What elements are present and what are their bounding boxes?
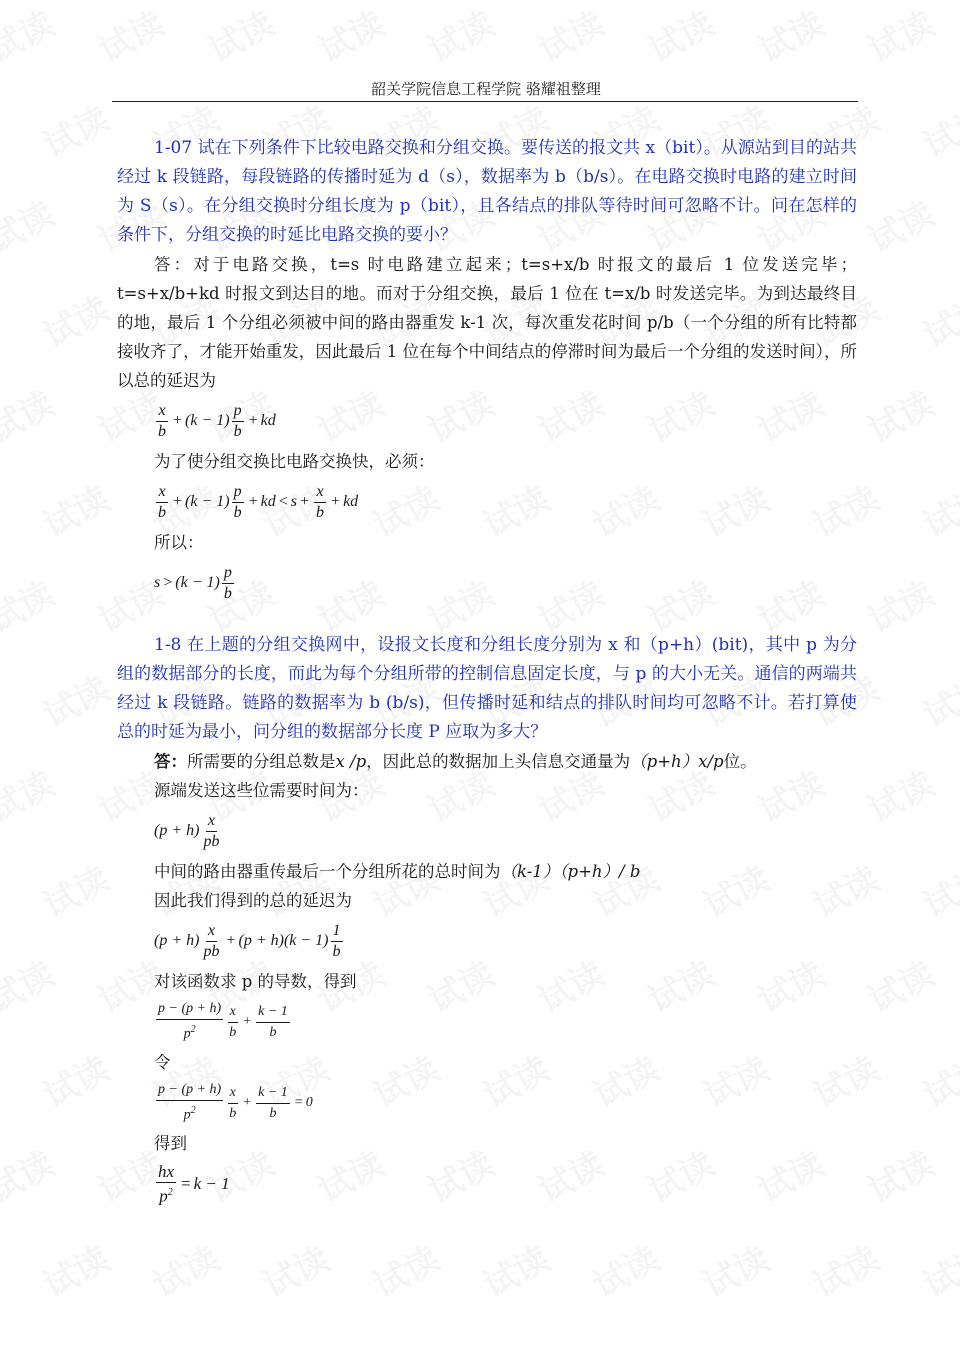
watermark-text (583, 1232, 666, 1307)
watermark-text (253, 1232, 336, 1307)
watermark-text (33, 92, 116, 167)
retransmit-text: 中间的路由器重传最后一个分组所花的总时间为（k-1）（p+h）/ b (154, 862, 641, 881)
watermark-text (198, 0, 281, 72)
watermark-text (693, 1232, 776, 1307)
question-1-07: 1-07 试在下列条件下比较电路交换和分组交换。要传送的报文共 x（bit）。从源站到目的站共经过 k 段链路，每段链路的传播时延为 d（s），数据率为 b（b/s）。在电路交换时电路的建立时间为 S（s）。在分组交换时分组长度为 p（bit），且各结点的排队等待时间可忽略不计。问在怎样的条件下，分组交换的时延比电路交换的要小？ (117, 138, 857, 245)
watermark-text (858, 947, 941, 1022)
question-1-8: 1-8 在上题的分组交换网中，设报文长度和分组长度分别为 x 和（p+h）(bit)，其中 p 为分组的数据部分的长度，而此为每个分组所带的控制信息固定长度，与 p 的大小无关。通信的两端共经过 k 段链路。链路的数据率为 b (b/s)，但传播时延和结点的排队时间均可忽略不计。若打算使总的时延为最小，问分组的数据部分长度 P 应取为多大？ (117, 635, 857, 742)
frac-x-b: $\frac{x}{b}$ (158, 401, 166, 440)
watermark-text (33, 852, 116, 927)
watermark-text (858, 567, 941, 642)
formula-total-delay: (p + h) $\frac{x}{pb}$ + (p + h)(k − 1) $\frac{1}{b}$ (154, 921, 341, 960)
frac-p-b: $\frac{p}{b}$ (233, 401, 242, 440)
watermark-text (913, 1042, 960, 1117)
watermark-text (33, 1232, 116, 1307)
therefore-text: 所以： (154, 533, 204, 552)
watermark-text (913, 662, 960, 737)
total-delay-text: 因此我们得到的总的延迟为 (154, 891, 352, 910)
watermark-text (0, 947, 61, 1022)
watermark-text (858, 377, 941, 452)
watermark-text (913, 1232, 960, 1307)
watermark-text (528, 0, 611, 72)
formula-packet-delay: $\frac{x}{b}$ + (k − 1) $\frac{p}{b}$ + kd (158, 401, 276, 440)
watermark-text (473, 1232, 556, 1307)
watermark-text (143, 1232, 226, 1307)
watermark-text (858, 0, 941, 72)
answer-1-8: 答：所需要的分组总数是x /p，因此总的数据加上头信息交通量为（p+h）x/p位。 (154, 752, 757, 771)
watermark-text (858, 757, 941, 832)
formula-derivative: $\frac{p - (p + h)}{p^2}$ $\frac{x}{b}$ + $\frac{k - 1}{b}$ (158, 1001, 288, 1042)
watermark-text (913, 472, 960, 547)
watermark-text (308, 0, 391, 72)
watermark-text (913, 282, 960, 357)
watermark-text (0, 757, 61, 832)
formula-result-s: s > (k − 1) $\frac{p}{b}$ (154, 563, 232, 602)
watermark-text (803, 1232, 886, 1307)
watermark-text (33, 1042, 116, 1117)
condition-text: 为了使分组交换比电路交换快，必须： (154, 452, 435, 471)
formula-send-time: (p + h) $\frac{x}{pb}$ (154, 811, 220, 850)
header-rule (112, 101, 858, 102)
watermark-text (913, 92, 960, 167)
watermark-text (0, 1137, 61, 1212)
watermark-text (0, 567, 61, 642)
obtain-text: 得到 (154, 1134, 187, 1153)
page-header: 韶关学院信息工程学院 骆耀祖整理 (371, 80, 601, 98)
watermark-text (33, 282, 116, 357)
send-time-text: 源端发送这些位需要时间为： (154, 781, 369, 800)
watermark-text (88, 0, 171, 72)
watermark-text (363, 1232, 446, 1307)
watermark-text (0, 0, 61, 72)
watermark-text (638, 0, 721, 72)
answer-1-07: 答：对于电路交换，t=s 时电路建立起来；t=s+x/b 时报文的最后 1 位发送完毕；t=s+x/b+kd 时报文到达目的地。而对于分组交换，最后 1 位在 t=x/b 时发送完毕。为到达最终目的地，最后 1 个分组必须被中间的路由器重发 k-1 次，每次重发花时间 p/b（一个分组的所有比特都接收齐了，才能开始重发，因此最后 1 位在每个中间结点的停滞时间为最后一个分组的发送时间），所以总的延迟为 (117, 255, 857, 390)
formula-final: $\frac{hx}{p^2}$ = k − 1 (158, 1161, 230, 1206)
watermark-text (0, 187, 61, 262)
formula-derivative-zero: $\frac{p - (p + h)}{p^2}$ $\frac{x}{b}$ + $\frac{k - 1}{b}$ = 0 (158, 1082, 313, 1123)
derivative-text: 对该函数求 p 的导数，得到 (154, 972, 357, 991)
watermark-text (0, 377, 61, 452)
watermark-text (748, 0, 831, 72)
let-text: 令 (154, 1053, 171, 1072)
watermark-text (913, 852, 960, 927)
watermark-text (858, 1137, 941, 1212)
document-body (117, 134, 857, 1210)
formula-inequality: $\frac{x}{b}$ + (k − 1) $\frac{p}{b}$ + kd < s + $\frac{x}{b}$ + kd (158, 482, 359, 521)
watermark-text (858, 187, 941, 262)
watermark-text (33, 472, 116, 547)
watermark-text (33, 662, 116, 737)
watermark-text (418, 0, 501, 72)
